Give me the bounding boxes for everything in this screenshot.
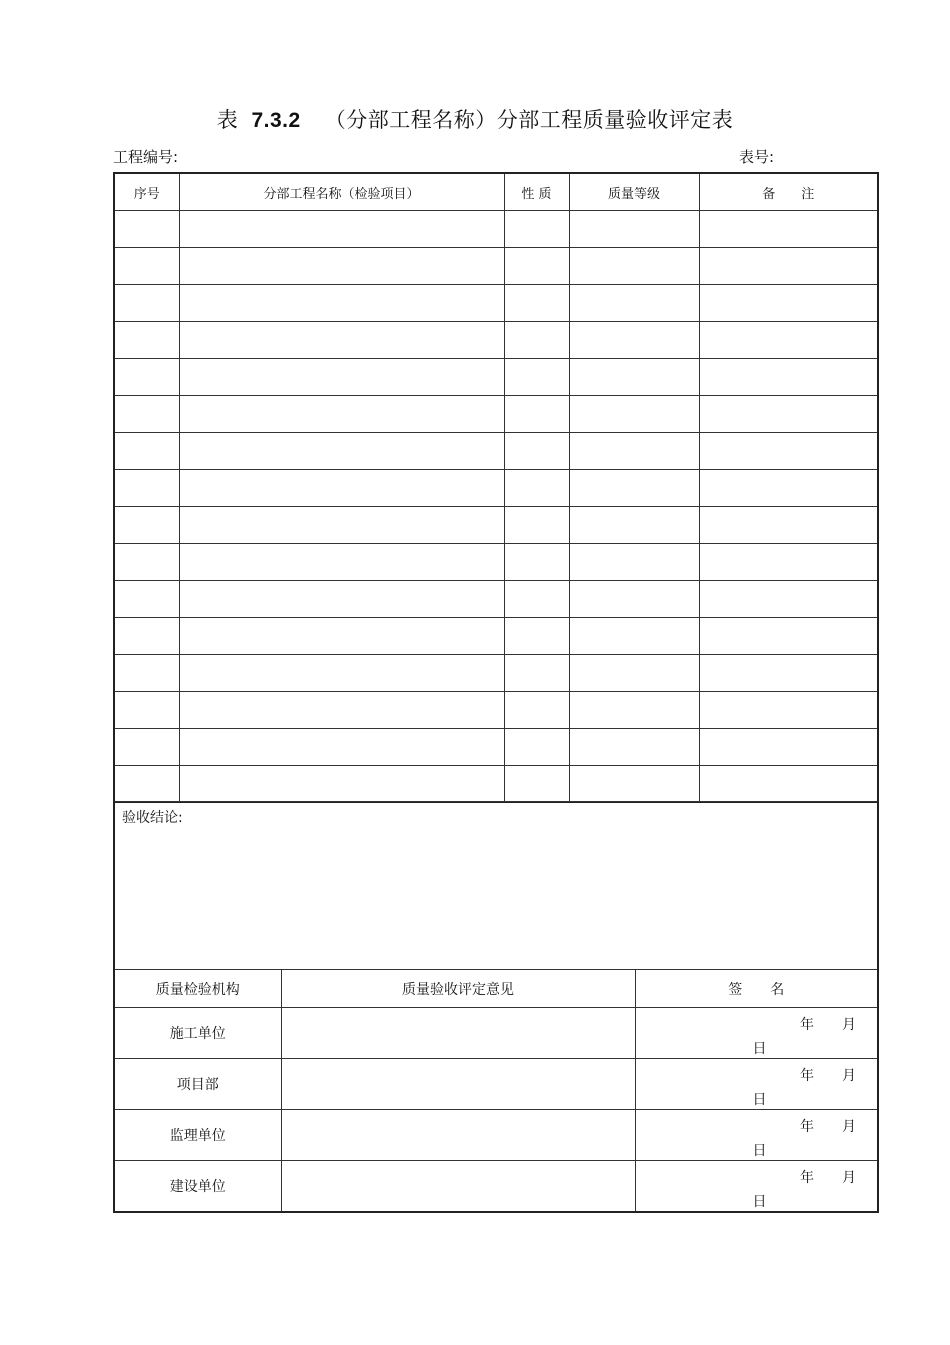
org-name: 监理单位 [114,1110,281,1161]
nature-cell[interactable] [504,284,569,321]
grade-cell[interactable] [569,358,699,395]
grade-cell[interactable] [569,469,699,506]
day-label: 日 [752,1143,767,1159]
nature-cell[interactable] [504,654,569,691]
table-row [114,395,878,432]
signature-table [113,801,879,1213]
remarks-cell[interactable] [699,395,878,432]
seq-cell[interactable] [114,321,179,358]
year-month-label: 年 月 [800,1119,856,1135]
table-header-row [114,173,878,210]
grade-cell[interactable] [569,654,699,691]
org-name: 施工单位 [114,1008,281,1059]
org-name: 项目部 [114,1059,281,1110]
table-row [114,321,878,358]
header-name: 分部工程名称（检验项目） [179,173,504,210]
name-cell[interactable] [179,247,504,284]
grade-cell[interactable] [569,543,699,580]
remarks-cell[interactable] [699,284,878,321]
day-label: 日 [752,1194,767,1210]
seq-cell[interactable] [114,728,179,765]
signature-cell[interactable] [635,1059,878,1110]
opinion-cell[interactable] [281,1110,635,1161]
year-month-label: 年 月 [800,1170,856,1186]
seq-cell[interactable] [114,691,179,728]
org-row [114,1161,878,1213]
grade-cell[interactable] [569,617,699,654]
header-remarks: 备 注 [699,173,878,210]
grade-cell[interactable] [569,321,699,358]
grade-cell[interactable] [569,432,699,469]
remarks-cell[interactable] [699,210,878,247]
grade-cell[interactable] [569,580,699,617]
conclusion-cell[interactable] [114,802,878,970]
nature-cell[interactable] [504,617,569,654]
header-grade: 质量等级 [569,173,699,210]
project-number-label: 工程编号: [113,148,179,166]
grade-cell[interactable] [569,284,699,321]
page-title: 表 7.3.2 （分部工程名称）分部工程质量验收评定表 [216,108,734,132]
seq-cell[interactable] [114,617,179,654]
nature-cell[interactable] [504,432,569,469]
table-row [114,284,878,321]
name-cell[interactable] [179,210,504,247]
grade-cell[interactable] [569,691,699,728]
seq-cell[interactable] [114,506,179,543]
remarks-cell[interactable] [699,358,878,395]
seq-cell[interactable] [114,469,179,506]
signature-header-row [114,970,878,1008]
name-cell[interactable] [179,469,504,506]
grade-cell[interactable] [569,395,699,432]
year-month-label: 年 月 [800,1017,856,1033]
seq-cell[interactable] [114,543,179,580]
table-row [114,247,878,284]
nature-cell[interactable] [504,580,569,617]
grade-cell[interactable] [569,210,699,247]
table-row [114,691,878,728]
remarks-cell[interactable] [699,543,878,580]
year-month-label: 年 月 [800,1068,856,1084]
opinion-cell[interactable] [281,1161,635,1213]
seq-cell[interactable] [114,580,179,617]
header-org: 质量检验机构 [114,970,281,1008]
evaluation-table [113,172,879,803]
table-row [114,432,878,469]
grade-cell[interactable] [569,247,699,284]
table-row [114,765,878,802]
nature-cell[interactable] [504,395,569,432]
name-cell[interactable] [179,506,504,543]
name-cell[interactable] [179,543,504,580]
name-cell[interactable] [179,765,504,802]
remarks-cell[interactable] [699,469,878,506]
table-row [114,654,878,691]
remarks-cell[interactable] [699,654,878,691]
grade-cell[interactable] [569,728,699,765]
seq-cell[interactable] [114,765,179,802]
remarks-cell[interactable] [699,765,878,802]
table-row [114,728,878,765]
remarks-cell[interactable] [699,506,878,543]
signature-cell[interactable] [635,1161,878,1213]
nature-cell[interactable] [504,247,569,284]
day-label: 日 [752,1092,767,1108]
nature-cell[interactable] [504,765,569,802]
name-cell[interactable] [179,617,504,654]
header-signature: 签 名 [635,970,878,1008]
org-row [114,1059,878,1110]
day-label: 日 [752,1041,767,1057]
signature-cell[interactable] [635,1008,878,1059]
nature-cell[interactable] [504,506,569,543]
opinion-cell[interactable] [281,1059,635,1110]
table-row [114,210,878,247]
conclusion-label: 验收结论: [122,810,183,826]
grade-cell[interactable] [569,765,699,802]
seq-cell[interactable] [114,395,179,432]
nature-cell[interactable] [504,728,569,765]
org-row [114,1110,878,1161]
name-cell[interactable] [179,654,504,691]
seq-cell[interactable] [114,358,179,395]
name-cell[interactable] [179,580,504,617]
seq-cell[interactable] [114,247,179,284]
seq-cell[interactable] [114,432,179,469]
org-name: 建设单位 [114,1161,281,1213]
header-nature: 性 质 [504,173,569,210]
header-opinion: 质量验收评定意见 [281,970,635,1008]
remarks-cell[interactable] [699,617,878,654]
remarks-cell[interactable] [699,247,878,284]
seq-cell[interactable] [114,210,179,247]
remarks-cell[interactable] [699,691,878,728]
seq-cell[interactable] [114,654,179,691]
table-row [114,358,878,395]
name-cell[interactable] [179,691,504,728]
name-cell[interactable] [179,728,504,765]
seq-cell[interactable] [114,284,179,321]
name-cell[interactable] [179,358,504,395]
name-cell[interactable] [179,321,504,358]
remarks-cell[interactable] [699,432,878,469]
table-number-label: 表号: [739,148,775,166]
name-cell[interactable] [179,284,504,321]
nature-cell[interactable] [504,691,569,728]
nature-cell[interactable] [504,358,569,395]
nature-cell[interactable] [504,210,569,247]
table-row [114,469,878,506]
remarks-cell[interactable] [699,728,878,765]
header-seq: 序号 [114,173,179,210]
remarks-cell[interactable] [699,580,878,617]
nature-cell[interactable] [504,543,569,580]
org-row [114,1008,878,1059]
table-row [114,580,878,617]
nature-cell[interactable] [504,469,569,506]
name-cell[interactable] [179,395,504,432]
remarks-cell[interactable] [699,321,878,358]
signature-cell[interactable] [635,1110,878,1161]
nature-cell[interactable] [504,321,569,358]
table-row [114,617,878,654]
grade-cell[interactable] [569,506,699,543]
opinion-cell[interactable] [281,1008,635,1059]
name-cell[interactable] [179,432,504,469]
table-row [114,543,878,580]
table-row [114,506,878,543]
